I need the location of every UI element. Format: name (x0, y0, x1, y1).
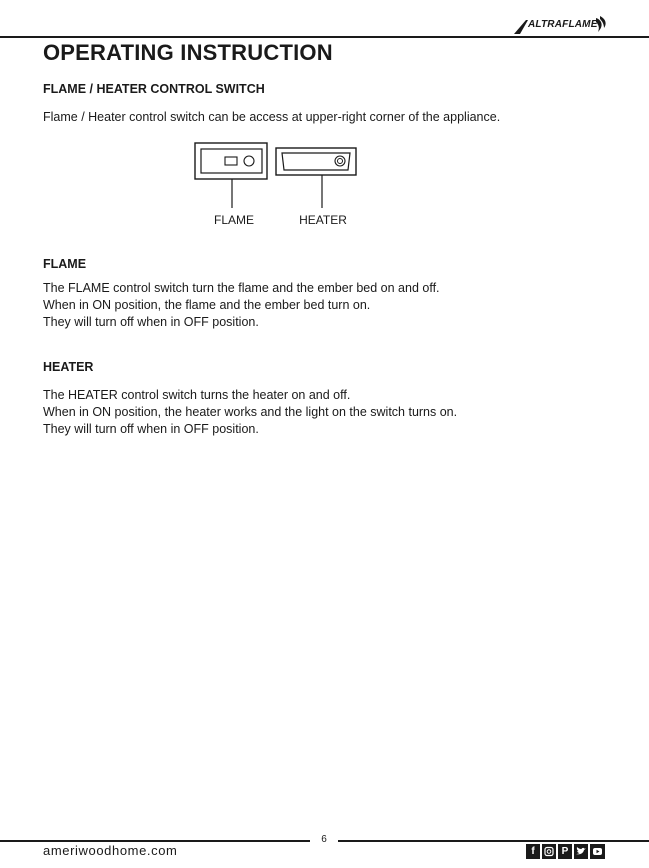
page-title: OPERATING INSTRUCTION (43, 40, 333, 65)
heater-switch-label: HEATER (299, 213, 347, 227)
pinterest-icon[interactable]: P (558, 844, 572, 859)
flame-switch-label: FLAME (213, 213, 254, 227)
switch-diagram (190, 140, 365, 210)
youtube-icon[interactable] (590, 844, 605, 859)
flame-line-2: When in ON position, the flame and the ember bed turn on. (43, 298, 371, 312)
flame-line-3: They will turn off when in OFF position. (43, 315, 259, 329)
flame-heading: FLAME (43, 257, 87, 271)
brand-logo (512, 14, 608, 36)
heater-switch-icon (276, 148, 356, 175)
page-number: 6 (321, 834, 327, 845)
header-rule (0, 36, 649, 38)
flame-switch-icon (195, 143, 267, 179)
section-heading: FLAME / HEATER CONTROL SWITCH (43, 82, 265, 96)
footer-rule-left (0, 840, 310, 842)
heater-line-2: When in ON position, the heater works and the light on the switch turns on. (43, 405, 458, 419)
facebook-icon[interactable]: f (526, 844, 540, 859)
heater-line-3: They will turn off when in OFF position. (43, 422, 259, 436)
footer-rule-right (338, 840, 649, 842)
heater-heading: HEATER (43, 360, 94, 374)
heater-line-1: The HEATER control switch turns the heater on and off. (43, 388, 351, 402)
flame-line-1: The FLAME control switch turn the flame and the ember bed on and off. (43, 281, 440, 295)
intro-text: Flame / Heater control switch can be access at upper-right corner of the appliance. (43, 110, 501, 124)
instagram-icon[interactable] (542, 844, 556, 859)
footer-website-link[interactable]: ameriwoodhome.com (43, 843, 178, 858)
twitter-icon[interactable] (574, 844, 588, 859)
logo-wordmark: ALTRAFLAME (528, 19, 598, 30)
